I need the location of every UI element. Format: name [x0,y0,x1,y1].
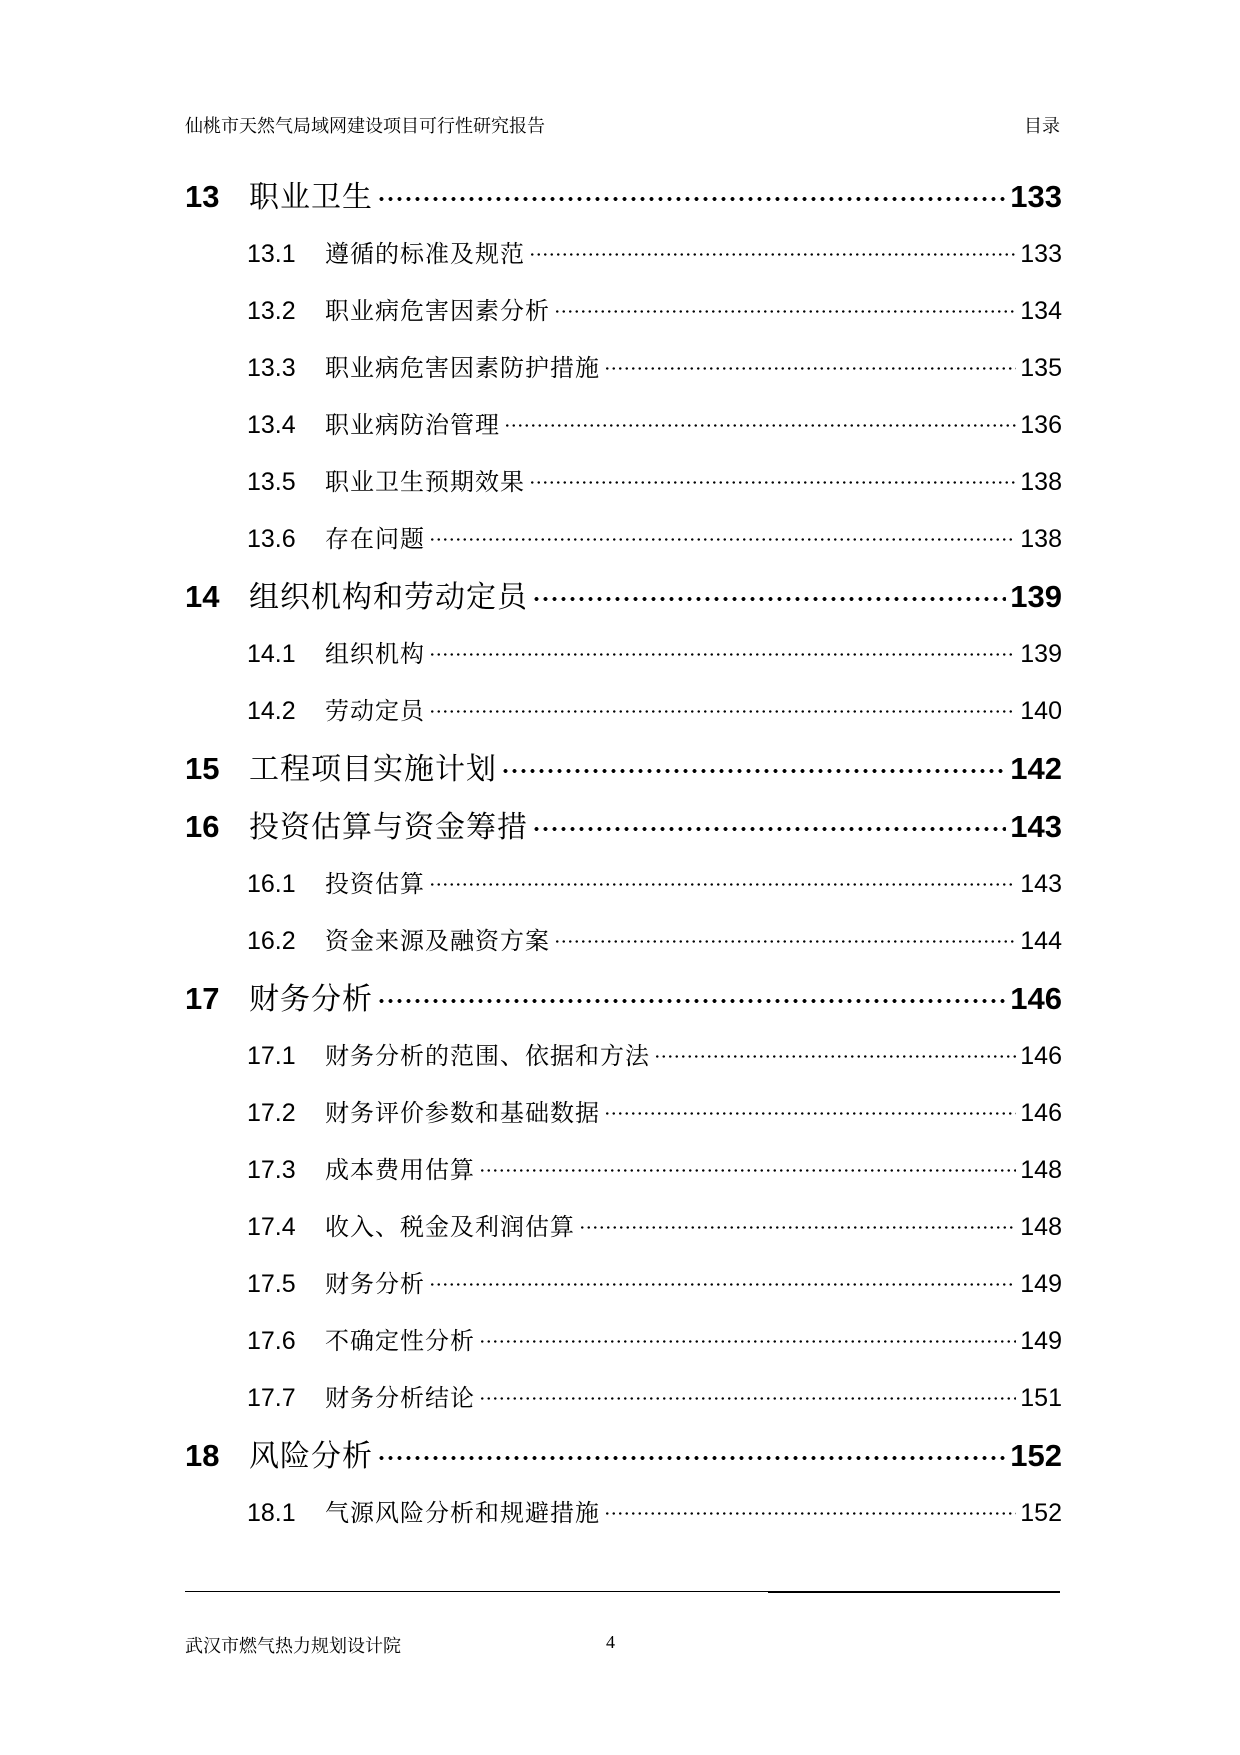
toc-dot-leader [429,538,1016,541]
toc-section-entry[interactable] [185,226,1062,283]
toc-entry-title: 投资估算 [325,870,425,898]
toc-entry-title: 存在问题 [325,525,425,553]
toc-dot-leader [501,769,1006,773]
toc-entry-title: 职业卫生 [249,180,373,215]
toc-dot-leader [429,883,1016,886]
toc-dot-leader [604,367,1016,370]
toc-entry-number: 13.1 [247,240,296,268]
header-section: 目录 [1024,116,1060,137]
toc-entry-number: 16.1 [247,870,296,898]
toc-dot-leader [604,1112,1016,1115]
toc-chapter-entry[interactable] [185,568,1062,626]
toc-entry-title: 资金来源及融资方案 [325,927,550,955]
toc-dot-leader [654,1055,1016,1058]
toc-section-entry[interactable] [185,913,1062,970]
toc-section-entry[interactable] [185,856,1062,913]
toc-entry-page: 138 [1020,525,1062,553]
toc-section-entry[interactable] [185,1028,1062,1085]
toc-dot-leader [529,481,1016,484]
toc-chapter-entry[interactable] [185,970,1062,1028]
toc-section-entry[interactable] [185,454,1062,511]
toc-entry-title: 劳动定员 [325,697,425,725]
toc-chapter-entry[interactable] [185,1427,1062,1485]
toc-entry-page: 140 [1020,697,1062,725]
toc-entry-number: 13 [185,179,220,214]
toc-entry-number: 13.5 [247,468,296,496]
toc-section-entry[interactable] [185,397,1062,454]
toc-entry-title: 财务评价参数和基础数据 [325,1099,600,1127]
toc-section-entry[interactable] [185,626,1062,683]
page-number: 4 [606,1632,615,1652]
page-header [185,112,1060,138]
toc-entry-number: 13.3 [247,354,296,382]
toc-entry-title: 职业卫生预期效果 [325,468,525,496]
toc-entry-number: 14.2 [247,697,296,725]
toc-entry-number: 13.2 [247,297,296,325]
toc-entry-page: 148 [1020,1213,1062,1241]
toc-dot-leader [479,1397,1016,1400]
toc-entry-title: 组织机构 [325,640,425,668]
toc-dot-leader [479,1340,1016,1343]
toc-entry-page: 135 [1020,354,1062,382]
toc-entry-page: 151 [1020,1384,1062,1412]
toc-section-entry[interactable] [185,283,1062,340]
toc-entry-page: 152 [1020,1499,1062,1527]
toc-dot-leader [554,940,1016,943]
toc-entry-page: 139 [1010,579,1062,614]
toc-entry-page: 149 [1020,1270,1062,1298]
footer-organization: 武汉市燃气热力规划设计院 [185,1636,401,1657]
toc-entry-number: 16 [185,809,220,844]
toc-dot-leader [429,1283,1016,1286]
toc-entry-title: 工程项目实施计划 [249,752,497,787]
toc-entry-number: 17.3 [247,1156,296,1184]
toc-section-entry[interactable] [185,1485,1062,1542]
toc-entry-title: 财务分析 [249,982,373,1017]
toc-section-entry[interactable] [185,1256,1062,1313]
header-title: 仙桃市天然气局域网建设项目可行性研究报告 [185,116,545,137]
toc-entry-page: 136 [1020,411,1062,439]
toc-entry-number: 14 [185,579,220,614]
toc-entry-number: 17.4 [247,1213,296,1241]
toc-entry-title: 财务分析的范围、依据和方法 [325,1042,650,1070]
toc-entry-page: 138 [1020,468,1062,496]
toc-entry-title: 投资估算与资金筹措 [249,810,528,845]
toc-dot-leader [532,597,1006,601]
toc-chapter-entry[interactable] [185,168,1062,226]
toc-section-entry[interactable] [185,340,1062,397]
toc-entry-title: 职业病危害因素分析 [325,297,550,325]
toc-entry-number: 17.1 [247,1042,296,1070]
toc-entry-title: 收入、税金及利润估算 [325,1213,575,1241]
toc-entry-number: 15 [185,751,220,786]
toc-chapter-entry[interactable] [185,798,1062,856]
toc-entry-title: 气源风险分析和规避措施 [325,1499,600,1527]
toc-entry-page: 152 [1010,1438,1062,1473]
toc-entry-title: 组织机构和劳动定员 [249,580,528,615]
toc-entry-title: 不确定性分析 [325,1327,475,1355]
toc-entry-page: 146 [1020,1042,1062,1070]
toc-entry-page: 144 [1020,927,1062,955]
toc-entry-page: 142 [1010,751,1062,786]
toc-section-entry[interactable] [185,1370,1062,1427]
toc-dot-leader [429,653,1016,656]
toc-entry-number: 13.6 [247,525,296,553]
toc-entry-title: 财务分析 [325,1270,425,1298]
toc-entry-title: 职业病危害因素防护措施 [325,354,600,382]
toc-dot-leader [604,1512,1016,1515]
toc-entry-number: 17.2 [247,1099,296,1127]
toc-dot-leader [504,424,1016,427]
toc-entry-title: 风险分析 [249,1439,373,1474]
toc-entry-number: 17.7 [247,1384,296,1412]
toc-entry-title: 成本费用估算 [325,1156,475,1184]
toc-entry-page: 149 [1020,1327,1062,1355]
toc-entry-number: 14.1 [247,640,296,668]
toc-chapter-entry[interactable] [185,740,1062,798]
toc-section-entry[interactable] [185,683,1062,740]
toc-entry-number: 18 [185,1438,220,1473]
toc-entry-page: 143 [1020,870,1062,898]
toc-dot-leader [532,827,1006,831]
footer-divider-accent [768,1591,1060,1593]
toc-section-entry[interactable] [185,1313,1062,1370]
table-of-contents [185,168,1062,1542]
toc-dot-leader [579,1226,1016,1229]
toc-entry-number: 13.4 [247,411,296,439]
toc-entry-page: 133 [1020,240,1062,268]
toc-section-entry[interactable] [185,1142,1062,1199]
toc-entry-page: 134 [1020,297,1062,325]
toc-entry-number: 17.6 [247,1327,296,1355]
toc-dot-leader [529,253,1016,256]
toc-entry-number: 18.1 [247,1499,296,1527]
toc-dot-leader [377,999,1006,1003]
toc-dot-leader [377,197,1006,201]
toc-dot-leader [377,1456,1006,1460]
toc-entry-page: 148 [1020,1156,1062,1184]
toc-entry-page: 133 [1010,179,1062,214]
toc-entry-number: 17 [185,981,220,1016]
toc-entry-number: 16.2 [247,927,296,955]
toc-entry-title: 职业病防治管理 [325,411,500,439]
toc-section-entry[interactable] [185,1085,1062,1142]
toc-dot-leader [429,710,1016,713]
toc-section-entry[interactable] [185,511,1062,568]
toc-dot-leader [479,1169,1016,1172]
toc-section-entry[interactable] [185,1199,1062,1256]
toc-entry-title: 遵循的标准及规范 [325,240,525,268]
toc-entry-title: 财务分析结论 [325,1384,475,1412]
toc-entry-page: 139 [1020,640,1062,668]
toc-entry-page: 143 [1010,809,1062,844]
toc-entry-page: 146 [1020,1099,1062,1127]
toc-entry-page: 146 [1010,981,1062,1016]
toc-entry-number: 17.5 [247,1270,296,1298]
toc-dot-leader [554,310,1016,313]
